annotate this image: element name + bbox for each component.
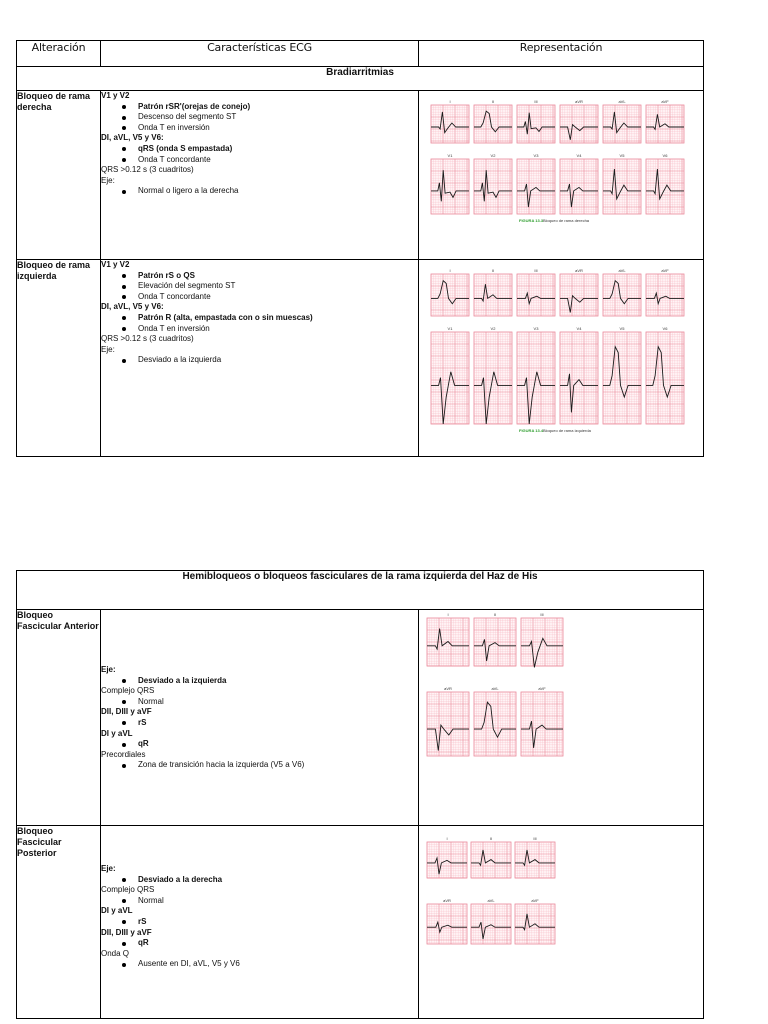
feature-bullet: Desviado a la izquierda [138,355,222,365]
features-list [101,864,418,970]
ecg-lead-label: V2 [490,153,496,158]
ecg-lead-label: I [449,268,451,273]
feature-bullet: Patrón rS o QS [138,270,195,280]
ecg-lead-label: V2 [490,326,496,331]
row-bfp [17,826,704,1019]
feature-line: DII, DIII y aVF [101,707,152,717]
feature-bullet: Descenso del segmento ST [138,112,237,122]
feature-line: DI, aVL, V5 y V6: [101,133,164,143]
ecg-lead-label: aVL [491,686,499,691]
ecg-lead-panel [471,842,511,878]
feature-bullet: Onda T en inversión [138,323,210,333]
ecg-lead-panel [427,904,467,944]
feature-bullet: Patrón R (alta, empastada con o sin muescas) [138,312,313,322]
ecg-lead-label: aVF [661,99,669,104]
feature-line: QRS >0.12 s (3 cuadritos) [101,334,194,344]
feature-line: V1 y V2 [101,260,130,269]
ecg-lead-label: III [534,99,538,104]
ecg-lead-panel [603,332,641,424]
feature-line: DI, aVL, V5 y V6: [101,302,164,312]
label-bloqueo-fascicular-posterior: Bloqueo Fascicular Posterior [17,826,101,1019]
ecg-lead-label: V5 [619,153,625,158]
header-alteracion: Alteración [17,41,101,67]
feature-bullet: Onda T concordante [138,154,211,164]
ecg-lead-panel [431,159,469,214]
feature-bullet: Normal [138,895,164,905]
feature-line: Eje: [101,344,115,354]
feature-bullet: Desviado a la izquierda [138,675,227,685]
feature-bullet: qR [138,739,149,749]
ecg-representation-brd [419,91,704,260]
ecg-lead-panel [521,692,563,756]
ecg-lead-label: V1 [447,326,453,331]
row-brd [17,91,704,260]
feature-line: QRS >0.12 s (3 cuadritos) [101,165,194,175]
ecg-figure-bri [419,260,703,456]
ecg-lead-panel [603,159,641,214]
label-bloqueo-fascicular-anterior: Bloqueo Fascicular Anterior [17,610,101,826]
ecg-lead-label: aVL [618,99,626,104]
ecg-lead-panel [646,332,684,424]
ecg-lead-panel [474,274,512,316]
figure-caption: Bloqueo de rama derecha [543,218,590,223]
features-list [101,665,418,771]
ecg-lead-panel [646,105,684,143]
ecg-representation-bri [419,260,704,457]
ecg-lead-panel [560,274,598,316]
ecg-lead-panel [427,842,467,878]
ecg-lead-panel [427,692,469,756]
feature-bullet: rS [138,717,147,727]
section-row [17,571,704,610]
feature-bullet: Elevación del segmento ST [138,281,236,291]
section-title-hemibloqueos: Hemibloqueos o bloqueos fasciculares de la rama izquierda del Haz de His [17,571,704,610]
ecg-lead-panel [517,332,555,424]
ecg-figure-bfp [419,826,703,1018]
ecg-lead-panel [603,105,641,143]
ecg-lead-label: aVR [443,898,451,903]
ecg-lead-label: V5 [619,326,625,331]
ecg-lead-label: I [449,99,451,104]
ecg-lead-label: III [533,836,537,841]
ecg-lead-panel [474,159,512,214]
feature-bullet: qR [138,938,149,948]
ecg-table-hemibloqueos [16,570,704,1019]
ecg-lead-label: I [446,836,448,841]
feature-bullet: Ausente en DI, aVL, V5 y V6 [138,959,240,969]
feature-line: Eje: [101,175,115,185]
ecg-lead-panel [515,904,555,944]
features-brd [101,91,419,260]
ecg-lead-label: aVR [575,99,583,104]
ecg-lead-label: III [534,268,538,273]
ecg-lead-panel [515,842,555,878]
feature-bullet: qRS (onda S empastada) [138,143,233,153]
ecg-lead-label: V4 [576,326,582,331]
feature-bullet: Onda T en inversión [138,122,210,132]
ecg-lead-panel [431,274,469,316]
ecg-table-bradiarritmias [16,40,704,457]
ecg-lead-label: II [489,836,493,841]
feature-bullet: Desviado a la derecha [138,874,223,884]
ecg-lead-label: aVF [531,898,539,903]
ecg-lead-label: V6 [662,153,668,158]
feature-line: DI y aVL [101,728,133,738]
ecg-lead-panel [517,274,555,316]
ecg-lead-panel [517,159,555,214]
feature-line: Onda Q [101,948,130,958]
ecg-figure-bfa [419,610,703,825]
feature-bullet: rS [138,916,147,926]
ecg-lead-panel [474,332,512,424]
ecg-lead-label: V3 [533,326,539,331]
feature-line: Complejo QRS [101,885,155,895]
features-bri [101,260,419,457]
ecg-lead-panel [560,159,598,214]
ecg-lead-panel [474,618,516,666]
ecg-lead-panel [474,692,516,756]
features-list [101,260,418,366]
row-bri [17,260,704,457]
feature-bullet: Patrón rSR'(orejas de conejo) [138,101,251,111]
ecg-lead-panel [603,274,641,316]
ecg-lead-panel [646,159,684,214]
feature-bullet: Zona de transición hacia la izquierda (V5 a V6) [138,760,305,770]
features-bfp [101,826,419,1019]
ecg-lead-label: V6 [662,326,668,331]
ecg-lead-label: II [493,612,497,617]
ecg-lead-panel [431,105,469,143]
feature-line: Complejo QRS [101,686,155,696]
ecg-lead-label: aVF [538,686,546,691]
ecg-lead-label: aVL [618,268,626,273]
ecg-representation-bfa [419,610,704,826]
ecg-lead-panel [646,274,684,316]
ecg-lead-label: V3 [533,153,539,158]
feature-line: Precordiales [101,749,146,759]
ecg-lead-label: aVL [487,898,495,903]
ecg-lead-panel [427,618,469,666]
label-bloqueo-rama-izquierda: Bloqueo de rama izquierda [17,260,101,457]
ecg-lead-label: I [447,612,449,617]
feature-line: DI y aVL [101,906,133,916]
ecg-figure-brd [419,91,703,259]
figure-tag: FIGURA 13.3 [519,218,544,223]
feature-line: DII, DIII y aVF [101,927,152,937]
label-bloqueo-rama-derecha: Bloqueo de rama derecha [17,91,101,260]
header-representacion: Representación [419,41,704,67]
figure-tag: FIGURA 13.4 [519,428,544,433]
ecg-lead-panel [471,904,511,944]
ecg-lead-panel [521,618,563,667]
features-bfa [101,610,419,826]
header-caracteristicas: Características ECG [101,41,419,67]
ecg-lead-label: II [491,268,495,273]
ecg-lead-label: aVF [661,268,669,273]
feature-line: Eje: [101,665,116,674]
ecg-lead-label: V4 [576,153,582,158]
ecg-lead-label: III [540,612,544,617]
figure-caption: Bloqueo de rama izquierda [543,428,591,433]
row-bfa [17,610,704,826]
ecg-lead-label: V1 [447,153,453,158]
ecg-lead-panel [474,105,512,143]
feature-bullet: Normal o ligero a la derecha [138,186,239,196]
ecg-lead-panel [560,105,598,143]
feature-bullet: Onda T concordante [138,291,211,301]
features-list [101,91,418,197]
ecg-lead-label: aVR [575,268,583,273]
feature-line: V1 y V2 [101,91,130,100]
ecg-lead-label: aVR [444,686,452,691]
section-row [17,67,704,91]
ecg-lead-panel [431,332,469,424]
feature-bullet: Normal [138,696,164,706]
header-row [17,41,704,67]
ecg-lead-panel [560,332,598,424]
ecg-representation-bfp [419,826,704,1019]
ecg-lead-panel [517,105,555,143]
ecg-lead-label: II [491,99,495,104]
feature-line: Eje: [101,864,116,873]
section-title-bradiarritmias: Bradiarritmias [17,67,704,91]
